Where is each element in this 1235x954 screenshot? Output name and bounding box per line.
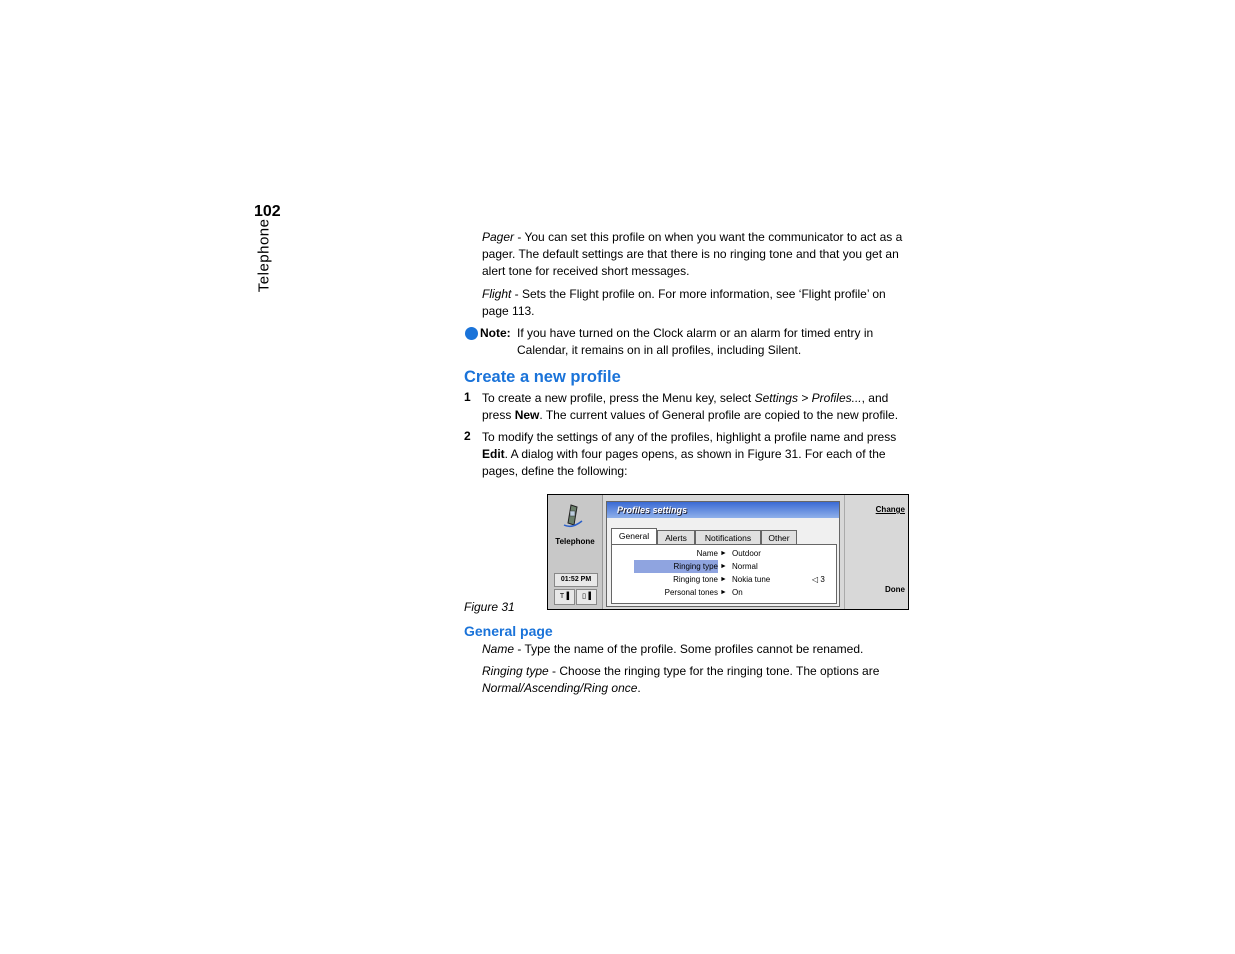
pager-text: - You can set this profile on when you want the communicator to act as a pager. The default settings are that there is no ringing tone and that you get an alert tone for received short messages.	[482, 230, 903, 278]
heading-general-page: General page	[464, 623, 553, 639]
section-title	[244, 218, 280, 312]
done-button[interactable]: Done	[885, 585, 905, 594]
step-command: New	[514, 408, 540, 422]
figure-screenshot	[547, 494, 909, 610]
ringing-type-text: - Choose the ringing type for the ringing tone. The options are	[548, 664, 880, 678]
change-button[interactable]: Change	[875, 505, 905, 514]
ringing-type-options: Normal/Ascending/Ring once	[482, 681, 638, 695]
figure-caption: Figure 31	[464, 600, 515, 614]
clock: 01:52 PM	[554, 573, 598, 587]
note-icon	[465, 327, 478, 340]
volume-level: 3	[820, 575, 825, 584]
flight-term: Flight	[482, 287, 512, 301]
note-label: Note:	[480, 326, 511, 340]
setting-row[interactable]	[612, 573, 836, 586]
setting-value: On	[732, 588, 743, 597]
battery-icon: ▯▐	[576, 589, 597, 605]
ringing-type-term: Ringing type	[482, 664, 549, 678]
step-command: Edit	[482, 447, 505, 461]
name-term: Name	[482, 642, 515, 656]
step-number: 2	[464, 429, 471, 443]
name-text: - Type the name of the profile. Some profiles cannot be renamed.	[514, 642, 864, 656]
pager-term: Pager	[482, 230, 515, 244]
arrow-icon: ►	[720, 563, 727, 570]
arrow-icon: ►	[720, 576, 727, 583]
setting-label: Name	[696, 549, 718, 558]
signal-icon: T▐	[554, 589, 575, 605]
setting-row-selected[interactable]	[612, 560, 836, 573]
tab-other[interactable]: Other	[761, 530, 797, 545]
arrow-icon: ►	[720, 550, 727, 557]
tab-notifications[interactable]: Notifications	[695, 530, 761, 545]
step-menu-path: Settings > Profiles...	[754, 391, 862, 405]
step-text-a: To modify the settings of any of the profiles, highlight a profile name and press	[482, 430, 897, 444]
arrow-icon: ►	[720, 589, 727, 596]
dialog-title: Profiles settings	[607, 502, 839, 518]
flight-text: - Sets the Flight profile on. For more information, see ‘Flight profile’ on page 113.	[482, 287, 886, 318]
step-text-a: To create a new profile, press the Menu key, select	[482, 391, 755, 405]
step-text-e: . The current values of General profile are copied to the new profile.	[539, 408, 899, 422]
command-button-area	[844, 495, 909, 609]
setting-label: Personal tones	[664, 588, 718, 597]
speaker-icon: ◁	[812, 575, 819, 584]
step-text	[482, 429, 910, 480]
tab-alerts[interactable]: Alerts	[657, 530, 695, 545]
profiles-dialog	[606, 501, 840, 607]
step-text-e: . A dialog with four pages opens, as shown in Figure 31. For each of the pages, define the following:	[482, 447, 886, 478]
ringing-type-end: .	[637, 681, 641, 695]
note-text: If you have turned on the Clock alarm or an alarm for timed entry in Calendar, it remains on in all profiles, including Silent.	[517, 326, 874, 357]
flight-paragraph	[482, 286, 910, 320]
setting-label: Ringing tone	[673, 575, 718, 584]
step-text-c: , and press	[482, 391, 889, 422]
step-number: 1	[464, 390, 471, 404]
tab-general[interactable]: General	[611, 528, 657, 545]
setting-row[interactable]	[612, 586, 836, 599]
step-text	[482, 390, 910, 424]
setting-value: Outdoor	[732, 549, 761, 558]
section-title-label: Telephone	[255, 218, 273, 293]
setting-value: Nokia tune	[732, 575, 771, 584]
ringing-type-paragraph	[482, 663, 910, 697]
app-name: Telephone	[555, 537, 595, 546]
name-paragraph	[482, 641, 910, 658]
page-number: 102	[254, 203, 281, 220]
setting-row[interactable]	[612, 547, 836, 560]
heading-create-profile: Create a new profile	[464, 368, 621, 386]
setting-value: Normal	[732, 562, 758, 571]
setting-label: Ringing type	[634, 560, 718, 573]
volume-indicator	[812, 573, 825, 586]
pager-paragraph	[482, 229, 910, 280]
settings-panel	[611, 544, 837, 604]
app-status-pane	[548, 495, 603, 609]
phone-icon	[562, 503, 584, 529]
